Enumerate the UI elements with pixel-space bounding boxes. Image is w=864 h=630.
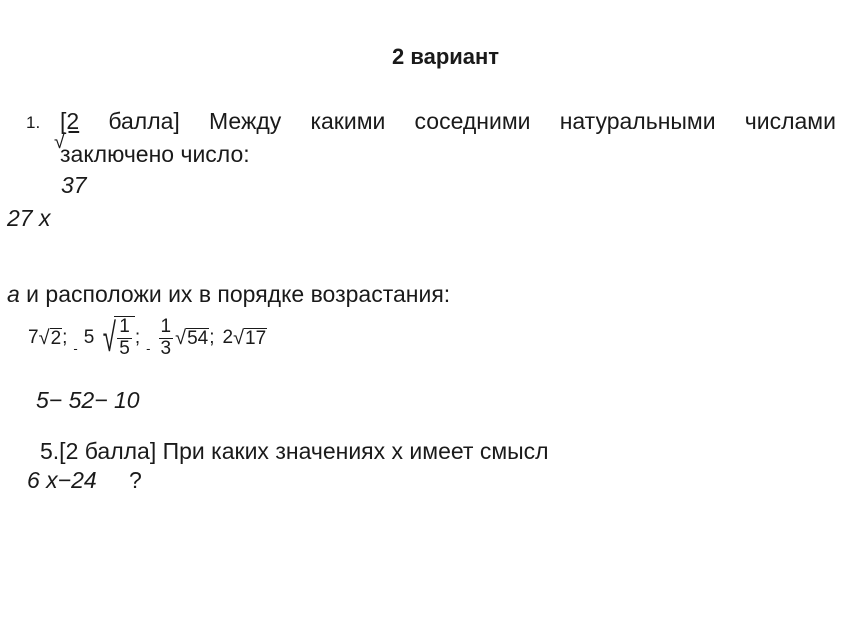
term-4-sqrt	[233, 328, 267, 349]
task-1-word: Между	[209, 108, 282, 134]
fraction-numerator: 1	[160, 315, 172, 337]
term-4-coef: 2	[222, 327, 234, 348]
question-mark: ?	[129, 467, 142, 493]
minus-sign: -	[146, 341, 151, 356]
term-1-sqrt	[39, 328, 63, 349]
radical-sign: √	[175, 327, 187, 349]
minus-sign: -	[73, 341, 78, 356]
radical-sign: √	[233, 327, 245, 349]
task-a-line	[7, 281, 450, 308]
radical-sign: √	[38, 327, 50, 349]
task-1-line-1	[60, 108, 836, 135]
radical-sign: √	[103, 316, 117, 360]
task-1-word: балла]	[108, 108, 180, 134]
task-5-text: 5.[2 балла] При каких значениях x имеет смысл	[40, 438, 549, 464]
term-2-sqrt	[94, 316, 135, 360]
term-3-radicand: 54	[187, 327, 209, 349]
separator: ;	[134, 327, 141, 348]
task-1-word: числами	[744, 108, 836, 134]
term-1-coef: 7	[28, 327, 39, 348]
task-1-line-2: заключено число:	[60, 141, 250, 167]
term-2-radicand	[114, 316, 135, 360]
task-1-word: соседними	[414, 108, 531, 134]
term-4-radicand: 17	[245, 327, 267, 349]
task-1-word: какими	[310, 108, 386, 134]
fragment-37: 37	[61, 172, 87, 198]
fragment-5-52-10: 5− 52− 10	[36, 387, 140, 413]
term-2-fraction	[117, 317, 132, 360]
fraction-denominator: 3	[160, 337, 172, 359]
math-expression	[28, 310, 267, 366]
separator: ;	[209, 327, 215, 348]
fragment-6x-24: 6 x−24	[27, 467, 97, 493]
fraction-numerator: 1	[119, 316, 130, 338]
task-1-word: натуральными	[559, 108, 716, 134]
term-1-radicand: 2	[50, 327, 62, 349]
term-3-sqrt	[175, 328, 209, 349]
fraction-denominator: 5	[119, 338, 130, 359]
task-a-text: и расположи их в порядке возрастания:	[19, 281, 451, 307]
term-3-fraction	[159, 317, 174, 360]
separator: ;	[62, 327, 68, 348]
task-1-word: [2	[60, 108, 80, 134]
page-title: 2 вариант	[392, 44, 500, 69]
radical-sign: √	[54, 131, 65, 153]
term-2-coef: 5	[83, 327, 95, 348]
variable-a: a	[7, 281, 20, 307]
fragment-27x: 27 x	[7, 205, 51, 231]
task-1-number: 1.	[26, 113, 41, 132]
